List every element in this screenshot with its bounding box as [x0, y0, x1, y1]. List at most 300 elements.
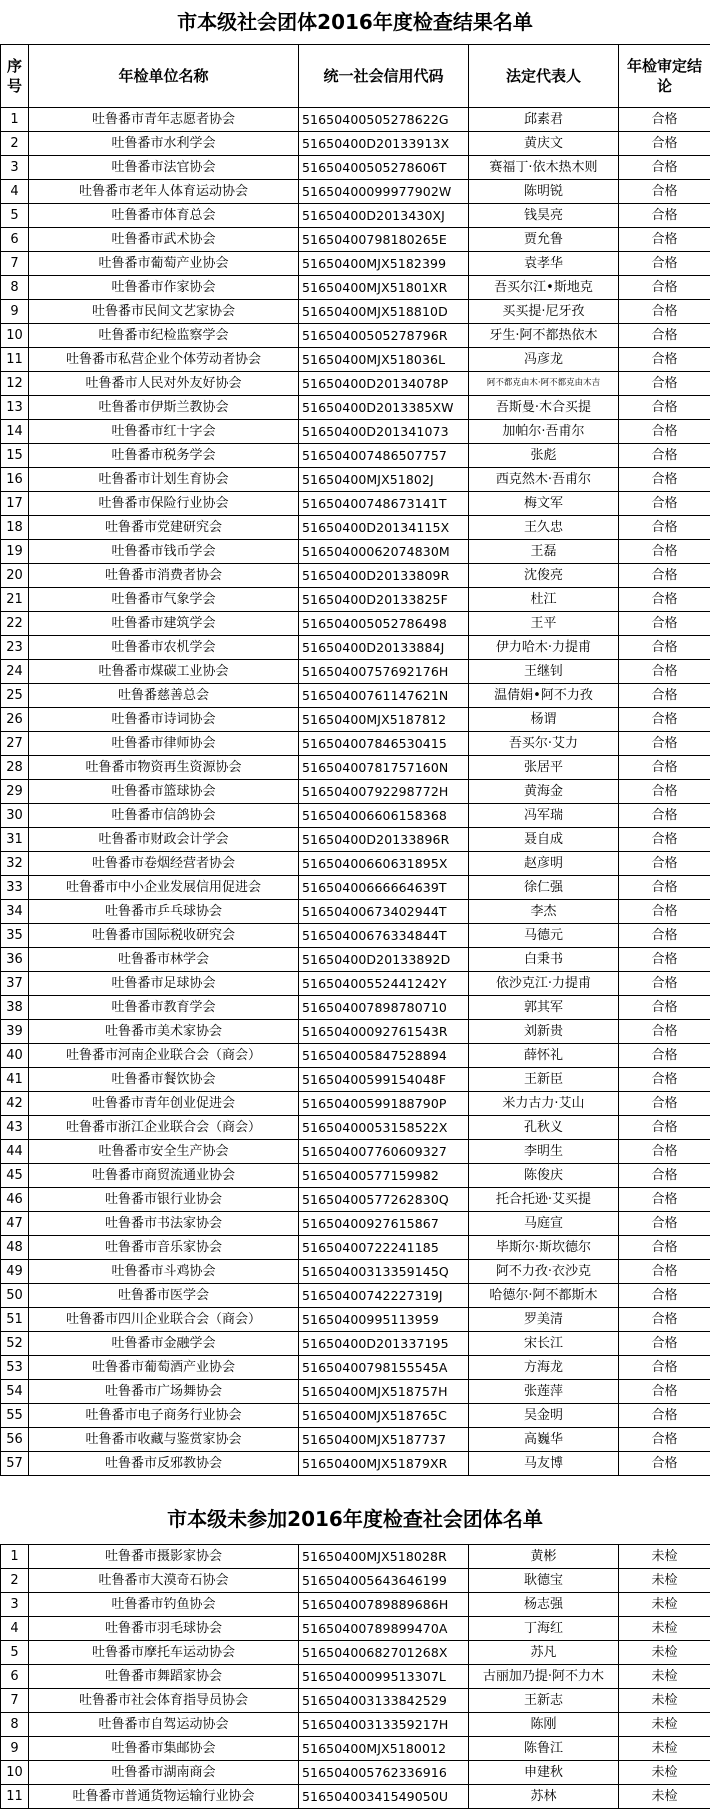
table-row: [1, 588, 710, 612]
table-row: [1, 1356, 710, 1380]
row-index: 4: [1, 180, 29, 204]
conclusion: 合格: [619, 756, 710, 780]
table-row: [1, 420, 710, 444]
conclusion: 合格: [619, 636, 710, 660]
representative: 吾斯曼·木合买提: [469, 396, 619, 420]
conclusion: 未检: [619, 1737, 710, 1761]
representative: 马庭宣: [469, 1212, 619, 1236]
representative: 陈刚: [469, 1713, 619, 1737]
representative: 宋长江: [469, 1332, 619, 1356]
conclusion: 合格: [619, 1188, 710, 1212]
row-index: 11: [1, 1785, 29, 1809]
table-row: [1, 1545, 710, 1569]
conclusion: 合格: [619, 444, 710, 468]
table-row: [1, 228, 710, 252]
conclusion: 合格: [619, 1428, 710, 1452]
row-index: 32: [1, 852, 29, 876]
unit-name: 吐鲁番市税务学会: [29, 444, 299, 468]
row-index: 5: [1, 1641, 29, 1665]
credit-code: 51650400D2013385XW: [299, 396, 469, 420]
credit-code: 51650400599154048F: [299, 1068, 469, 1092]
credit-code: 516504005052786498: [299, 612, 469, 636]
credit-code: 51650400676334844T: [299, 924, 469, 948]
credit-code: 51650400MJX51879XR: [299, 1452, 469, 1476]
credit-code: 51650400MJX518810D: [299, 300, 469, 324]
table-row: [1, 732, 710, 756]
row-index: 16: [1, 468, 29, 492]
row-index: 25: [1, 684, 29, 708]
row-index: 40: [1, 1044, 29, 1068]
table-row: [1, 324, 710, 348]
representative: 沈俊亮: [469, 564, 619, 588]
conclusion: 合格: [619, 228, 710, 252]
header-representative: 法定代表人: [469, 45, 619, 108]
representative: 吾买尔·艾力: [469, 732, 619, 756]
conclusion: 未检: [619, 1641, 710, 1665]
unit-name: 吐鲁番市教育学会: [29, 996, 299, 1020]
header-conclusion: 年检审定结论: [619, 45, 710, 108]
unit-name: 吐鲁番市大漠奇石协会: [29, 1569, 299, 1593]
checked-table-body: [1, 108, 710, 1476]
conclusion: 合格: [619, 180, 710, 204]
row-index: 36: [1, 948, 29, 972]
unit-name: 吐鲁番市老年人体育运动协会: [29, 180, 299, 204]
representative: 王久忠: [469, 516, 619, 540]
conclusion: 合格: [619, 1332, 710, 1356]
row-index: 42: [1, 1092, 29, 1116]
unit-name: 吐鲁番市私营企业个体劳动者协会: [29, 348, 299, 372]
representative: 袁孝华: [469, 252, 619, 276]
conclusion: 合格: [619, 108, 710, 132]
representative: 罗美清: [469, 1308, 619, 1332]
unit-name: 吐鲁番市武术协会: [29, 228, 299, 252]
credit-code: 51650400MJX5187812: [299, 708, 469, 732]
conclusion: 合格: [619, 1164, 710, 1188]
representative: 王新臣: [469, 1068, 619, 1092]
conclusion: 合格: [619, 1116, 710, 1140]
unit-name: 吐鲁番市集邮协会: [29, 1737, 299, 1761]
representative: 马友博: [469, 1452, 619, 1476]
representative: 温倩娟•阿不力孜: [469, 684, 619, 708]
row-index: 43: [1, 1116, 29, 1140]
representative: 西克然木·吾甫尔: [469, 468, 619, 492]
table-row: [1, 1428, 710, 1452]
credit-code: 516504007898780710: [299, 996, 469, 1020]
row-index: 48: [1, 1236, 29, 1260]
unchecked-table-body: [1, 1545, 710, 1809]
conclusion: 合格: [619, 564, 710, 588]
unit-name: 吐鲁番市钱币学会: [29, 540, 299, 564]
representative: 赛福丁·依木热木则: [469, 156, 619, 180]
row-index: 39: [1, 1020, 29, 1044]
conclusion: 合格: [619, 1356, 710, 1380]
table-row: [1, 924, 710, 948]
conclusion: 合格: [619, 156, 710, 180]
table-row: [1, 1404, 710, 1428]
unit-name: 吐鲁番市餐饮协会: [29, 1068, 299, 1092]
credit-code: 51650400D201341073: [299, 420, 469, 444]
row-index: 14: [1, 420, 29, 444]
credit-code: 51650400MJX5187737: [299, 1428, 469, 1452]
representative: 王磊: [469, 540, 619, 564]
table-row: [1, 1380, 710, 1404]
conclusion: 合格: [619, 732, 710, 756]
conclusion: 合格: [619, 540, 710, 564]
unit-name: 吐鲁番市体育总会: [29, 204, 299, 228]
unit-name: 吐鲁番市煤碳工业协会: [29, 660, 299, 684]
row-index: 53: [1, 1356, 29, 1380]
unit-name: 吐鲁番市青年志愿者协会: [29, 108, 299, 132]
table-row: [1, 780, 710, 804]
conclusion: 合格: [619, 1452, 710, 1476]
table-row: [1, 1785, 710, 1809]
table-row: [1, 1689, 710, 1713]
credit-code: 51650400MJX518028R: [299, 1545, 469, 1569]
representative: 陈明锐: [469, 180, 619, 204]
representative: 刘新贵: [469, 1020, 619, 1044]
credit-code: 51650400MJX518757H: [299, 1380, 469, 1404]
credit-code: 51650400099977902W: [299, 180, 469, 204]
table-row: [1, 1617, 710, 1641]
representative: 薛怀礼: [469, 1044, 619, 1068]
representative: 陈俊庆: [469, 1164, 619, 1188]
conclusion: 合格: [619, 804, 710, 828]
row-index: 10: [1, 324, 29, 348]
table-title-unchecked: 市本级未参加2016年度检查社会团体名单: [0, 1494, 710, 1544]
row-index: 28: [1, 756, 29, 780]
representative: 黄彬: [469, 1545, 619, 1569]
unit-name: 吐鲁番市自驾运动协会: [29, 1713, 299, 1737]
unit-name: 吐鲁番市四川企业联合会（商会）: [29, 1308, 299, 1332]
unit-name: 吐鲁番市反邪教协会: [29, 1452, 299, 1476]
credit-code: 51650400505278622G: [299, 108, 469, 132]
credit-code: 51650400722241185: [299, 1236, 469, 1260]
representative: 买买提·尼牙孜: [469, 300, 619, 324]
unit-name: 吐鲁番市农机学会: [29, 636, 299, 660]
row-index: 50: [1, 1284, 29, 1308]
row-index: 55: [1, 1404, 29, 1428]
row-index: 9: [1, 1737, 29, 1761]
unit-name: 吐鲁番市保险行业协会: [29, 492, 299, 516]
representative: 张莲萍: [469, 1380, 619, 1404]
unit-name: 吐鲁番市医学会: [29, 1284, 299, 1308]
row-index: 46: [1, 1188, 29, 1212]
table-row: [1, 276, 710, 300]
conclusion: 合格: [619, 492, 710, 516]
conclusion: 合格: [619, 996, 710, 1020]
credit-code: 51650400798155545A: [299, 1356, 469, 1380]
conclusion: 合格: [619, 1284, 710, 1308]
conclusion: 合格: [619, 1044, 710, 1068]
header-credit-code: 统一社会信用代码: [299, 45, 469, 108]
table-row: [1, 1737, 710, 1761]
row-index: 6: [1, 1665, 29, 1689]
credit-code: 516504005847528894: [299, 1044, 469, 1068]
conclusion: 合格: [619, 396, 710, 420]
table-row: [1, 1188, 710, 1212]
representative: 毕斯尔·斯坎德尔: [469, 1236, 619, 1260]
representative: 冯军瑞: [469, 804, 619, 828]
representative: 申建秋: [469, 1761, 619, 1785]
row-index: 12: [1, 372, 29, 396]
table-row: [1, 180, 710, 204]
credit-code: 51650400927615867: [299, 1212, 469, 1236]
representative: 苏凡: [469, 1641, 619, 1665]
row-index: 1: [1, 1545, 29, 1569]
conclusion: 合格: [619, 1092, 710, 1116]
row-index: 34: [1, 900, 29, 924]
row-index: 38: [1, 996, 29, 1020]
row-index: 9: [1, 300, 29, 324]
credit-code: 51650400313359145Q: [299, 1260, 469, 1284]
credit-code: 51650400552441242Y: [299, 972, 469, 996]
table-row: [1, 1713, 710, 1737]
credit-code: 51650400789899470A: [299, 1617, 469, 1641]
row-index: 2: [1, 1569, 29, 1593]
representative: 孔秋义: [469, 1116, 619, 1140]
credit-code: 51650400577262830Q: [299, 1188, 469, 1212]
unit-name: 吐鲁番市葡萄酒产业协会: [29, 1356, 299, 1380]
credit-code: 51650400742227319J: [299, 1284, 469, 1308]
table-title-checked: 市本级社会团体2016年度检查结果名单: [0, 0, 710, 44]
table-row: [1, 516, 710, 540]
conclusion: 未检: [619, 1617, 710, 1641]
conclusion: 合格: [619, 516, 710, 540]
representative: 冯彦龙: [469, 348, 619, 372]
credit-code: 51650400D2013430XJ: [299, 204, 469, 228]
unit-name: 吐鲁番市民间文艺家协会: [29, 300, 299, 324]
unit-name: 吐鲁番市作家协会: [29, 276, 299, 300]
unit-name: 吐鲁番市国际税收研究会: [29, 924, 299, 948]
conclusion: 未检: [619, 1545, 710, 1569]
representative: 郭其军: [469, 996, 619, 1020]
credit-code: 51650400673402944T: [299, 900, 469, 924]
representative: 牙生·阿不都热依木: [469, 324, 619, 348]
checked-table: [0, 44, 710, 1476]
unit-name: 吐鲁番市书法家协会: [29, 1212, 299, 1236]
credit-code: 51650400792298772H: [299, 780, 469, 804]
conclusion: 合格: [619, 612, 710, 636]
credit-code: 516504003133842529: [299, 1689, 469, 1713]
row-index: 17: [1, 492, 29, 516]
representative: 古丽加乃提·阿不力木: [469, 1665, 619, 1689]
representative: 耿德宝: [469, 1569, 619, 1593]
row-index: 44: [1, 1140, 29, 1164]
conclusion: 合格: [619, 468, 710, 492]
representative: 陈鲁江: [469, 1737, 619, 1761]
row-index: 37: [1, 972, 29, 996]
credit-code: 51650400D20134078P: [299, 372, 469, 396]
table-row: [1, 828, 710, 852]
conclusion: 合格: [619, 660, 710, 684]
representative: 徐仁强: [469, 876, 619, 900]
representative: 王新志: [469, 1689, 619, 1713]
table-row: [1, 948, 710, 972]
representative: 苏林: [469, 1785, 619, 1809]
credit-code: 51650400789889686H: [299, 1593, 469, 1617]
unit-name: 吐鲁番市舞蹈家协会: [29, 1665, 299, 1689]
conclusion: 合格: [619, 1020, 710, 1044]
conclusion: 未检: [619, 1713, 710, 1737]
table-row: [1, 996, 710, 1020]
table-row: [1, 972, 710, 996]
unit-name: 吐鲁番市乒乓球协会: [29, 900, 299, 924]
row-index: 15: [1, 444, 29, 468]
representative: 依沙克江·力提甫: [469, 972, 619, 996]
header-row: [1, 45, 710, 108]
credit-code: 51650400505278796R: [299, 324, 469, 348]
table-row: [1, 1761, 710, 1785]
row-index: 29: [1, 780, 29, 804]
unit-name: 吐鲁番市水利学会: [29, 132, 299, 156]
credit-code: 51650400092761543R: [299, 1020, 469, 1044]
representative: 吾买尔江•斯地克: [469, 276, 619, 300]
unit-name: 吐鲁番市篮球协会: [29, 780, 299, 804]
table-row: [1, 444, 710, 468]
unit-name: 吐鲁番市收藏与鉴赏家协会: [29, 1428, 299, 1452]
table-row: [1, 252, 710, 276]
unit-name: 吐鲁番市中小企业发展信用促进会: [29, 876, 299, 900]
representative: 白秉书: [469, 948, 619, 972]
row-index: 8: [1, 276, 29, 300]
representative: 哈德尔·阿不都斯木: [469, 1284, 619, 1308]
row-index: 33: [1, 876, 29, 900]
table-row: [1, 564, 710, 588]
row-index: 56: [1, 1428, 29, 1452]
row-index: 4: [1, 1617, 29, 1641]
credit-code: 516504007846530415: [299, 732, 469, 756]
row-index: 47: [1, 1212, 29, 1236]
credit-code: 51650400D201337195: [299, 1332, 469, 1356]
credit-code: 516504006606158368: [299, 804, 469, 828]
unit-name: 吐鲁番市音乐家协会: [29, 1236, 299, 1260]
credit-code: 51650400761147621N: [299, 684, 469, 708]
conclusion: 合格: [619, 1068, 710, 1092]
representative: 王继钊: [469, 660, 619, 684]
conclusion: 合格: [619, 204, 710, 228]
conclusion: 未检: [619, 1665, 710, 1689]
table-row: [1, 108, 710, 132]
credit-code: 51650400053158522X: [299, 1116, 469, 1140]
credit-code: 51650400748673141T: [299, 492, 469, 516]
unit-name: 吐鲁番市建筑学会: [29, 612, 299, 636]
representative: 伊力哈木·力提甫: [469, 636, 619, 660]
unit-name: 吐鲁番市美术家协会: [29, 1020, 299, 1044]
unit-name: 吐鲁番市红十字会: [29, 420, 299, 444]
table-row: [1, 1164, 710, 1188]
conclusion: 合格: [619, 324, 710, 348]
credit-code: 51650400MJX51802J: [299, 468, 469, 492]
unit-name: 吐鲁番市商贸流通业协会: [29, 1164, 299, 1188]
unit-name: 吐鲁番市斗鸡协会: [29, 1260, 299, 1284]
unit-name: 吐鲁番市青年创业促进会: [29, 1092, 299, 1116]
row-index: 2: [1, 132, 29, 156]
unit-name: 吐鲁番市羽毛球协会: [29, 1617, 299, 1641]
table-row: [1, 1068, 710, 1092]
credit-code: 51650400D20133896R: [299, 828, 469, 852]
table-row: [1, 636, 710, 660]
credit-code: 51650400798180265E: [299, 228, 469, 252]
table-row: [1, 1641, 710, 1665]
row-index: 49: [1, 1260, 29, 1284]
unit-name: 吐鲁番市钓鱼协会: [29, 1593, 299, 1617]
representative: 李明生: [469, 1140, 619, 1164]
row-index: 1: [1, 108, 29, 132]
table-row: [1, 300, 710, 324]
table-row: [1, 1092, 710, 1116]
unit-name: 吐鲁番市计划生育协会: [29, 468, 299, 492]
unit-name: 吐鲁番市电子商务行业协会: [29, 1404, 299, 1428]
unit-name: 吐鲁番市广场舞协会: [29, 1380, 299, 1404]
credit-code: 51650400D20134115X: [299, 516, 469, 540]
unit-name: 吐鲁番市安全生产协会: [29, 1140, 299, 1164]
representative: 丁海红: [469, 1617, 619, 1641]
conclusion: 合格: [619, 1404, 710, 1428]
row-index: 20: [1, 564, 29, 588]
row-index: 45: [1, 1164, 29, 1188]
representative: 高巍华: [469, 1428, 619, 1452]
table-row: [1, 1284, 710, 1308]
row-index: 13: [1, 396, 29, 420]
unit-name: 吐鲁番市金融学会: [29, 1332, 299, 1356]
unit-name: 吐鲁番市党建研究会: [29, 516, 299, 540]
credit-code: 51650400781757160N: [299, 756, 469, 780]
conclusion: 合格: [619, 348, 710, 372]
credit-code: 516504005643646199: [299, 1569, 469, 1593]
credit-code: 51650400599188790P: [299, 1092, 469, 1116]
unit-name: 吐鲁番市摩托车运动协会: [29, 1641, 299, 1665]
row-index: 18: [1, 516, 29, 540]
row-index: 7: [1, 1689, 29, 1713]
table-row: [1, 1569, 710, 1593]
table-row: [1, 1140, 710, 1164]
credit-code: 51650400505278606T: [299, 156, 469, 180]
credit-code: 51650400D20133809R: [299, 564, 469, 588]
representative: 方海龙: [469, 1356, 619, 1380]
conclusion: 合格: [619, 300, 710, 324]
conclusion: 合格: [619, 780, 710, 804]
conclusion: 合格: [619, 372, 710, 396]
table-row: [1, 684, 710, 708]
conclusion: 未检: [619, 1785, 710, 1809]
table-row: [1, 372, 710, 396]
unit-name: 吐鲁番市社会体育指导员协会: [29, 1689, 299, 1713]
conclusion: 未检: [619, 1761, 710, 1785]
representative: 加帕尔·吾甫尔: [469, 420, 619, 444]
representative: 阿不都克由木·阿不都克由木吉: [469, 372, 619, 396]
representative: 阿不力孜·衣沙克: [469, 1260, 619, 1284]
credit-code: 51650400D20133884J: [299, 636, 469, 660]
conclusion: 合格: [619, 924, 710, 948]
representative: 贾允鲁: [469, 228, 619, 252]
representative: 张彪: [469, 444, 619, 468]
representative: 马德元: [469, 924, 619, 948]
representative: 米力古力·艾山: [469, 1092, 619, 1116]
representative: 张居平: [469, 756, 619, 780]
row-index: 7: [1, 252, 29, 276]
table-row: [1, 492, 710, 516]
credit-code: 51650400D20133892D: [299, 948, 469, 972]
unit-name: 吐鲁番市律师协会: [29, 732, 299, 756]
row-index: 57: [1, 1452, 29, 1476]
unit-name: 吐鲁番市普通货物运输行业协会: [29, 1785, 299, 1809]
table-row: [1, 1665, 710, 1689]
conclusion: 合格: [619, 1308, 710, 1332]
representative: 王平: [469, 612, 619, 636]
credit-code: 51650400577159982: [299, 1164, 469, 1188]
conclusion: 合格: [619, 1236, 710, 1260]
credit-code: 51650400D20133825F: [299, 588, 469, 612]
